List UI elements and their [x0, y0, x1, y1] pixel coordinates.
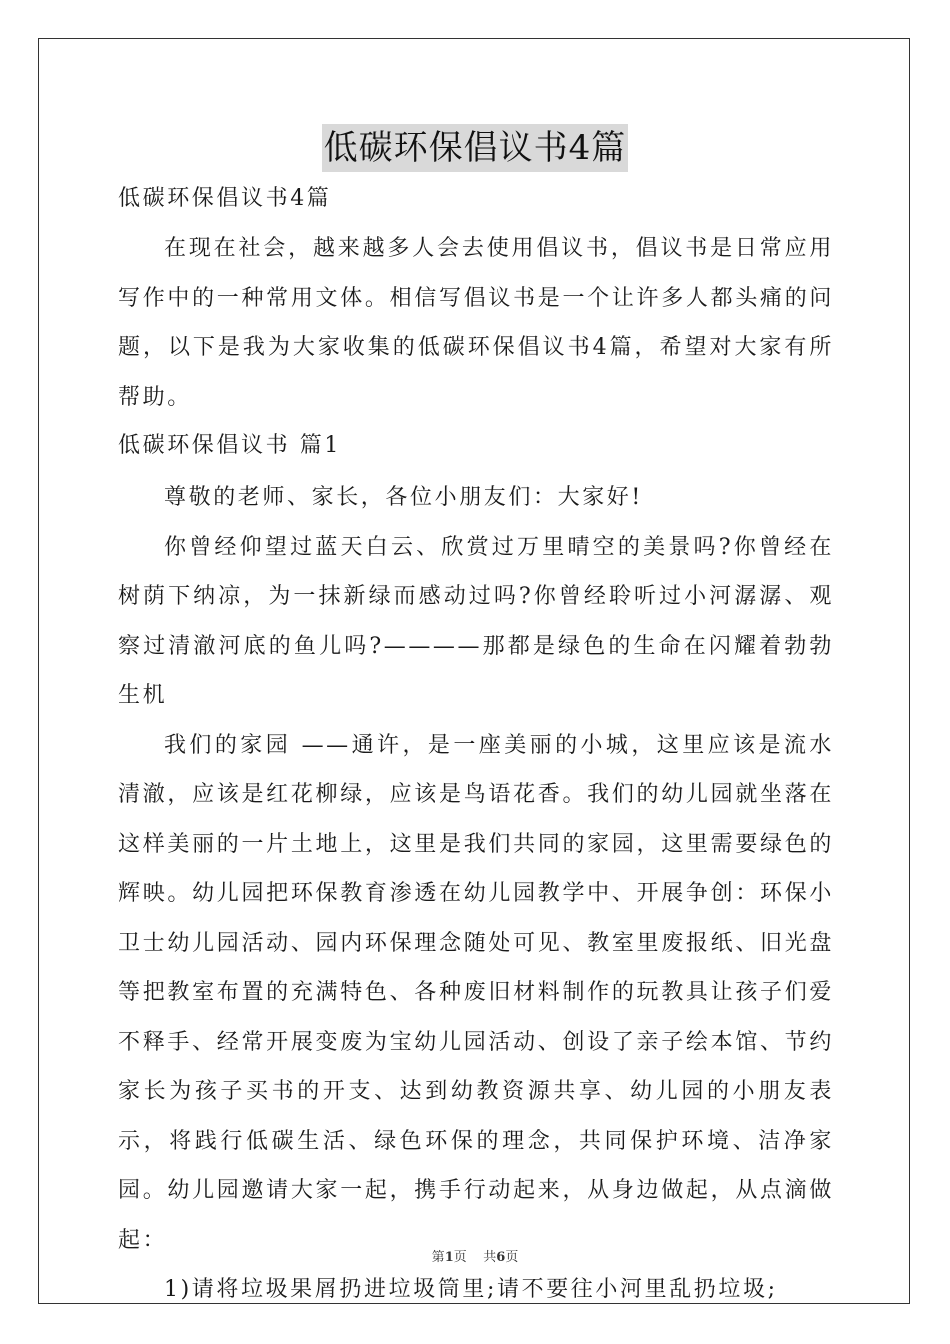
document-title: 低碳环保倡议书4篇	[322, 124, 629, 172]
greeting-paragraph: 尊敬的老师、家长，各位小朋友们：大家好!	[164, 485, 643, 510]
list-item-1: 1)请将垃圾果屑扔进垃圾筒里;请不要往小河里乱扔垃圾;	[164, 1277, 778, 1302]
title-wrap	[0, 124, 950, 172]
footer-mid: 页 共	[453, 1250, 497, 1265]
footer-page-total: 6	[496, 1250, 506, 1265]
intro-paragraph: 在现在社会，越来越多人会去使用倡议书，倡议书是日常应用写作中的一种常用文体。相信写倡议书是一个让许多人都头痛的问题，以下是我为大家收集的低碳环保倡议书4篇，希望对大家有所帮助。	[118, 236, 834, 410]
footer-page-number: 1	[444, 1250, 454, 1265]
section-heading: 低碳环保倡议书 篇1	[118, 433, 341, 458]
footer-prefix: 第	[431, 1250, 445, 1265]
paragraph-2: 我们的家园 ——通许，是一座美丽的小城，这里应该是流水清澈，应该是红花柳绿，应该是鸟语花香。我们的幼儿园就坐落在这样美丽的一片土地上，这里是我们共同的家园，这里需要绿色的辉映。幼儿园把环保教育渗透在幼儿园教学中、开展争创：环保小卫士幼儿园活动、园内环保理念随处可见、教室里废报纸、旧光盘 等把教室布置的充满特色、各种废旧材料制作的玩教具让孩子们爱不释手、经常开展变废为宝幼儿园活动、创设了亲子绘本馆、节约家长为孩子买书的开支、达到幼教资源共享、幼儿园的小朋友表示，将践行低碳生活、绿色环保的理念，共同保护环境、洁净家园。幼儿园邀请大家一起，携手行动起来，从身边做起，从点滴做起：	[118, 732, 834, 1253]
page-footer	[0, 1246, 950, 1265]
subtitle: 低碳环保倡议书4篇	[118, 186, 332, 211]
paragraph-1: 你曾经仰望过蓝天白云、欣赏过万里晴空的美景吗?你曾经在树荫下纳凉，为一抹新绿而感动过吗?你曾经聆听过小河潺潺、观察过清澈河底的鱼儿吗?————那都是绿色的生命在闪耀着勃勃生机	[118, 534, 834, 708]
document-body	[118, 176, 834, 1315]
footer-suffix: 页	[505, 1250, 519, 1265]
